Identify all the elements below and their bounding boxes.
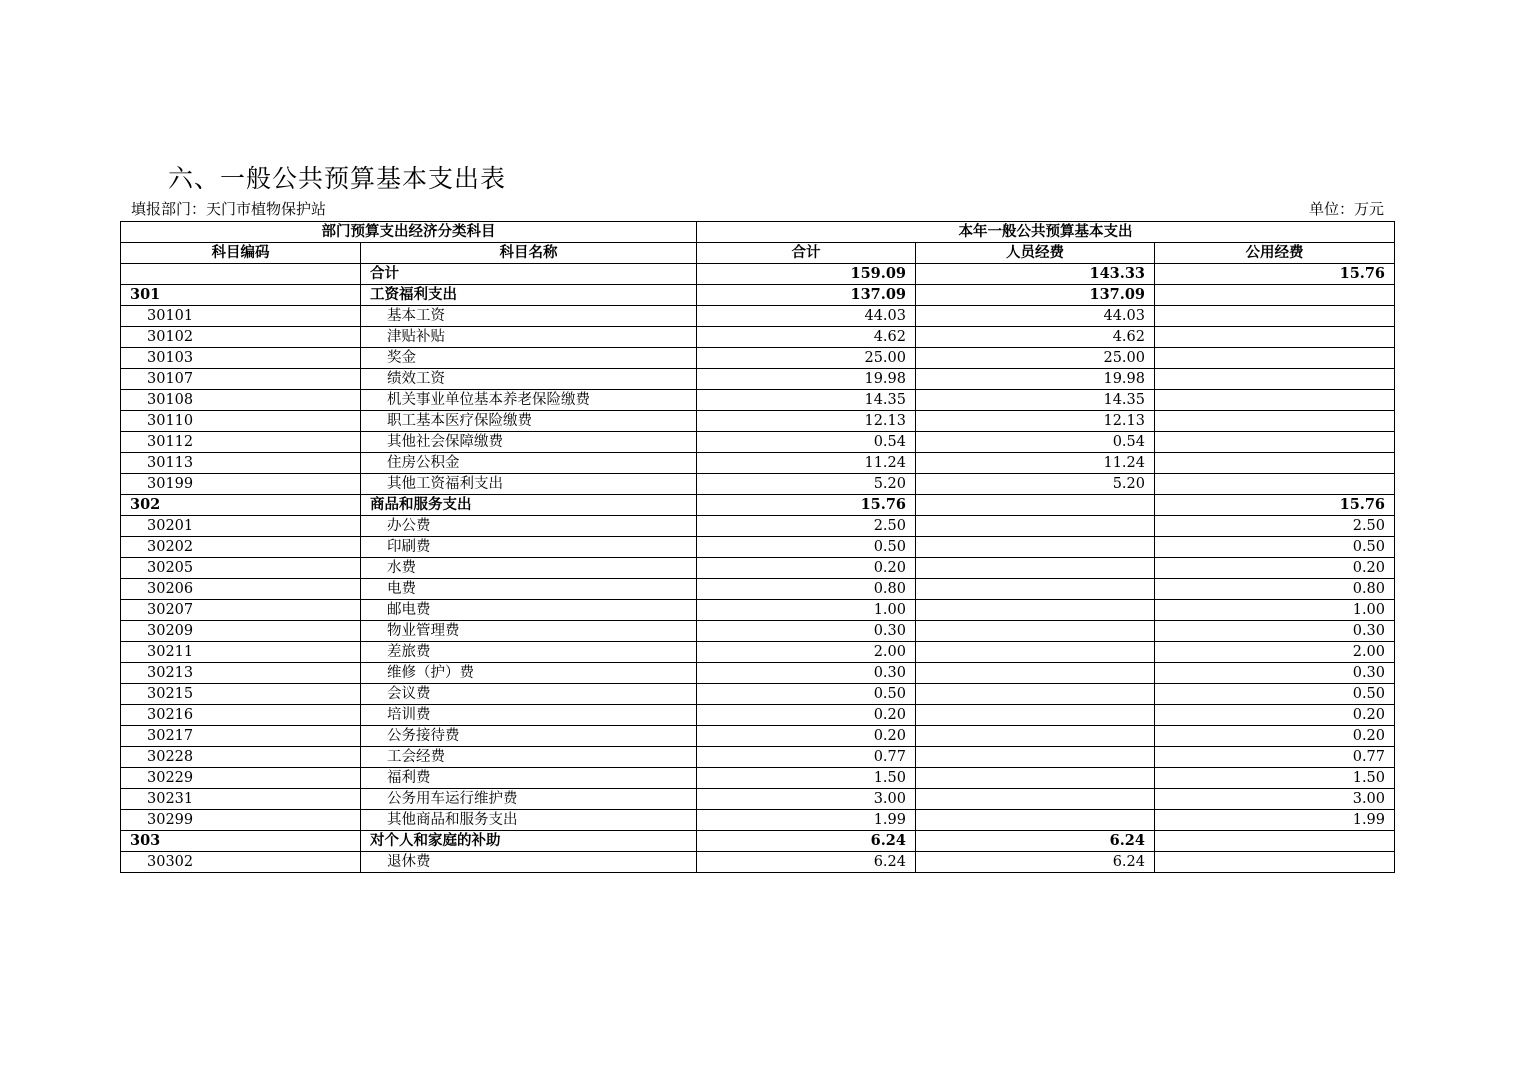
total-cell: 0.20 <box>697 558 916 579</box>
personnel-cell <box>916 600 1155 621</box>
code-cell: 30108 <box>121 390 361 411</box>
public-cell <box>1155 390 1395 411</box>
personnel-cell: 4.62 <box>916 327 1155 348</box>
code-cell: 30206 <box>121 579 361 600</box>
total-cell: 25.00 <box>697 348 916 369</box>
total-cell: 0.30 <box>697 621 916 642</box>
name-cell: 绩效工资 <box>361 369 697 390</box>
total-cell: 14.35 <box>697 390 916 411</box>
total-cell: 0.54 <box>697 432 916 453</box>
total-cell: 0.50 <box>697 684 916 705</box>
personnel-cell <box>916 621 1155 642</box>
name-cell: 对个人和家庭的补助 <box>361 831 697 852</box>
public-cell: 1.99 <box>1155 810 1395 831</box>
name-cell: 住房公积金 <box>361 453 697 474</box>
section-row <box>121 495 1395 516</box>
personnel-cell <box>916 684 1155 705</box>
table-row <box>121 705 1395 726</box>
public-cell: 0.30 <box>1155 621 1395 642</box>
table-row <box>121 747 1395 768</box>
total-cell: 2.50 <box>697 516 916 537</box>
public-cell <box>1155 474 1395 495</box>
personnel-cell <box>916 642 1155 663</box>
public-cell: 2.50 <box>1155 516 1395 537</box>
name-cell: 奖金 <box>361 348 697 369</box>
name-cell: 印刷费 <box>361 537 697 558</box>
code-cell: 30107 <box>121 369 361 390</box>
public-cell <box>1155 411 1395 432</box>
table-row <box>121 852 1395 873</box>
public-cell <box>1155 831 1395 852</box>
personnel-cell <box>916 726 1155 747</box>
public-cell: 0.50 <box>1155 537 1395 558</box>
name-cell: 公务用车运行维护费 <box>361 789 697 810</box>
table-row <box>121 558 1395 579</box>
name-cell: 其他工资福利支出 <box>361 474 697 495</box>
header-total: 合计 <box>697 243 916 264</box>
table-row <box>121 684 1395 705</box>
header-public-expenses: 公用经费 <box>1155 243 1395 264</box>
page-title: 六、一般公共预算基本支出表 <box>168 164 507 193</box>
public-cell: 0.30 <box>1155 663 1395 684</box>
personnel-cell <box>916 516 1155 537</box>
name-cell: 工资福利支出 <box>361 285 697 306</box>
code-cell: 30211 <box>121 642 361 663</box>
total-cell: 15.76 <box>697 495 916 516</box>
total-cell: 0.20 <box>697 705 916 726</box>
public-cell <box>1155 453 1395 474</box>
public-cell <box>1155 306 1395 327</box>
table-row <box>121 726 1395 747</box>
code-cell: 30101 <box>121 306 361 327</box>
code-cell: 30216 <box>121 705 361 726</box>
code-cell: 30199 <box>121 474 361 495</box>
total-row <box>121 264 1395 285</box>
total-cell: 0.30 <box>697 663 916 684</box>
personnel-cell <box>916 495 1155 516</box>
personnel-cell <box>916 663 1155 684</box>
personnel-cell: 12.13 <box>916 411 1155 432</box>
personnel-cell: 137.09 <box>916 285 1155 306</box>
name-cell: 办公费 <box>361 516 697 537</box>
code-cell: 30217 <box>121 726 361 747</box>
code-cell: 30228 <box>121 747 361 768</box>
code-cell: 303 <box>121 831 361 852</box>
personnel-cell: 19.98 <box>916 369 1155 390</box>
name-cell: 福利费 <box>361 768 697 789</box>
total-cell: 4.62 <box>697 327 916 348</box>
table-row <box>121 474 1395 495</box>
name-cell: 邮电费 <box>361 600 697 621</box>
personnel-cell: 44.03 <box>916 306 1155 327</box>
header-group-row <box>121 222 1395 243</box>
personnel-cell: 6.24 <box>916 852 1155 873</box>
code-cell: 30229 <box>121 768 361 789</box>
personnel-cell: 11.24 <box>916 453 1155 474</box>
header-subject-name: 科目名称 <box>361 243 697 264</box>
code-cell: 30110 <box>121 411 361 432</box>
code-cell: 30213 <box>121 663 361 684</box>
total-code-cell <box>121 264 361 285</box>
public-cell: 0.50 <box>1155 684 1395 705</box>
table-row <box>121 453 1395 474</box>
public-cell <box>1155 327 1395 348</box>
name-cell: 职工基本医疗保险缴费 <box>361 411 697 432</box>
table-row <box>121 621 1395 642</box>
public-cell <box>1155 852 1395 873</box>
table-row <box>121 600 1395 621</box>
personnel-cell <box>916 558 1155 579</box>
public-cell: 1.50 <box>1155 768 1395 789</box>
table-row <box>121 411 1395 432</box>
total-total-cell: 159.09 <box>697 264 916 285</box>
table-row <box>121 369 1395 390</box>
public-cell: 3.00 <box>1155 789 1395 810</box>
table-row <box>121 306 1395 327</box>
total-cell: 5.20 <box>697 474 916 495</box>
total-cell: 6.24 <box>697 852 916 873</box>
table-row <box>121 642 1395 663</box>
personnel-cell: 0.54 <box>916 432 1155 453</box>
code-cell: 30103 <box>121 348 361 369</box>
public-cell: 0.20 <box>1155 558 1395 579</box>
header-group-basic-expenditure: 本年一般公共预算基本支出 <box>697 222 1395 243</box>
filing-department: 填报部门：天门市植物保护站 <box>131 200 327 218</box>
public-cell <box>1155 348 1395 369</box>
public-cell <box>1155 285 1395 306</box>
code-cell: 30231 <box>121 789 361 810</box>
name-cell: 退休费 <box>361 852 697 873</box>
code-cell: 30207 <box>121 600 361 621</box>
personnel-cell: 6.24 <box>916 831 1155 852</box>
name-cell: 机关事业单位基本养老保险缴费 <box>361 390 697 411</box>
total-cell: 0.20 <box>697 726 916 747</box>
total-cell: 3.00 <box>697 789 916 810</box>
total-cell: 1.99 <box>697 810 916 831</box>
total-cell: 0.80 <box>697 579 916 600</box>
table-row <box>121 537 1395 558</box>
personnel-cell <box>916 810 1155 831</box>
total-public-cell: 15.76 <box>1155 264 1395 285</box>
code-cell: 30202 <box>121 537 361 558</box>
public-cell <box>1155 369 1395 390</box>
name-cell: 其他社会保障缴费 <box>361 432 697 453</box>
public-cell <box>1155 432 1395 453</box>
total-cell: 6.24 <box>697 831 916 852</box>
code-cell: 30112 <box>121 432 361 453</box>
public-cell: 2.00 <box>1155 642 1395 663</box>
total-cell: 1.50 <box>697 768 916 789</box>
total-cell: 2.00 <box>697 642 916 663</box>
total-cell: 19.98 <box>697 369 916 390</box>
public-cell: 15.76 <box>1155 495 1395 516</box>
table-row <box>121 348 1395 369</box>
budget-table <box>120 221 1395 873</box>
table-row <box>121 390 1395 411</box>
total-cell: 137.09 <box>697 285 916 306</box>
name-cell: 水费 <box>361 558 697 579</box>
public-cell: 0.77 <box>1155 747 1395 768</box>
personnel-cell <box>916 768 1155 789</box>
total-cell: 11.24 <box>697 453 916 474</box>
personnel-cell <box>916 579 1155 600</box>
name-cell: 工会经费 <box>361 747 697 768</box>
code-cell: 301 <box>121 285 361 306</box>
public-cell: 0.20 <box>1155 726 1395 747</box>
table-row <box>121 579 1395 600</box>
name-cell: 差旅费 <box>361 642 697 663</box>
code-cell: 30205 <box>121 558 361 579</box>
personnel-cell <box>916 705 1155 726</box>
table-row <box>121 663 1395 684</box>
name-cell: 商品和服务支出 <box>361 495 697 516</box>
public-cell: 0.80 <box>1155 579 1395 600</box>
name-cell: 其他商品和服务支出 <box>361 810 697 831</box>
name-cell: 培训费 <box>361 705 697 726</box>
header-group-classification: 部门预算支出经济分类科目 <box>121 222 697 243</box>
code-cell: 30299 <box>121 810 361 831</box>
code-cell: 30113 <box>121 453 361 474</box>
name-cell: 公务接待费 <box>361 726 697 747</box>
total-cell: 0.77 <box>697 747 916 768</box>
total-name-cell: 合计 <box>361 264 697 285</box>
total-personnel-cell: 143.33 <box>916 264 1155 285</box>
public-cell: 1.00 <box>1155 600 1395 621</box>
table-row <box>121 432 1395 453</box>
code-cell: 30102 <box>121 327 361 348</box>
header-subject-code: 科目编码 <box>121 243 361 264</box>
total-cell: 12.13 <box>697 411 916 432</box>
total-cell: 1.00 <box>697 600 916 621</box>
name-cell: 物业管理费 <box>361 621 697 642</box>
code-cell: 30201 <box>121 516 361 537</box>
table-row <box>121 789 1395 810</box>
name-cell: 维修（护）费 <box>361 663 697 684</box>
header-personnel-expenses: 人员经费 <box>916 243 1155 264</box>
personnel-cell: 25.00 <box>916 348 1155 369</box>
name-cell: 电费 <box>361 579 697 600</box>
table-row <box>121 768 1395 789</box>
table-row <box>121 327 1395 348</box>
personnel-cell <box>916 747 1155 768</box>
personnel-cell <box>916 789 1155 810</box>
code-cell: 30209 <box>121 621 361 642</box>
table-row <box>121 516 1395 537</box>
name-cell: 基本工资 <box>361 306 697 327</box>
code-cell: 302 <box>121 495 361 516</box>
personnel-cell: 5.20 <box>916 474 1155 495</box>
table-row <box>121 810 1395 831</box>
total-cell: 44.03 <box>697 306 916 327</box>
name-cell: 会议费 <box>361 684 697 705</box>
unit-label: 单位：万元 <box>1308 200 1384 218</box>
header-column-row <box>121 243 1395 264</box>
personnel-cell <box>916 537 1155 558</box>
section-row <box>121 831 1395 852</box>
section-row <box>121 285 1395 306</box>
code-cell: 30215 <box>121 684 361 705</box>
total-cell: 0.50 <box>697 537 916 558</box>
public-cell: 0.20 <box>1155 705 1395 726</box>
name-cell: 津贴补贴 <box>361 327 697 348</box>
personnel-cell: 14.35 <box>916 390 1155 411</box>
code-cell: 30302 <box>121 852 361 873</box>
